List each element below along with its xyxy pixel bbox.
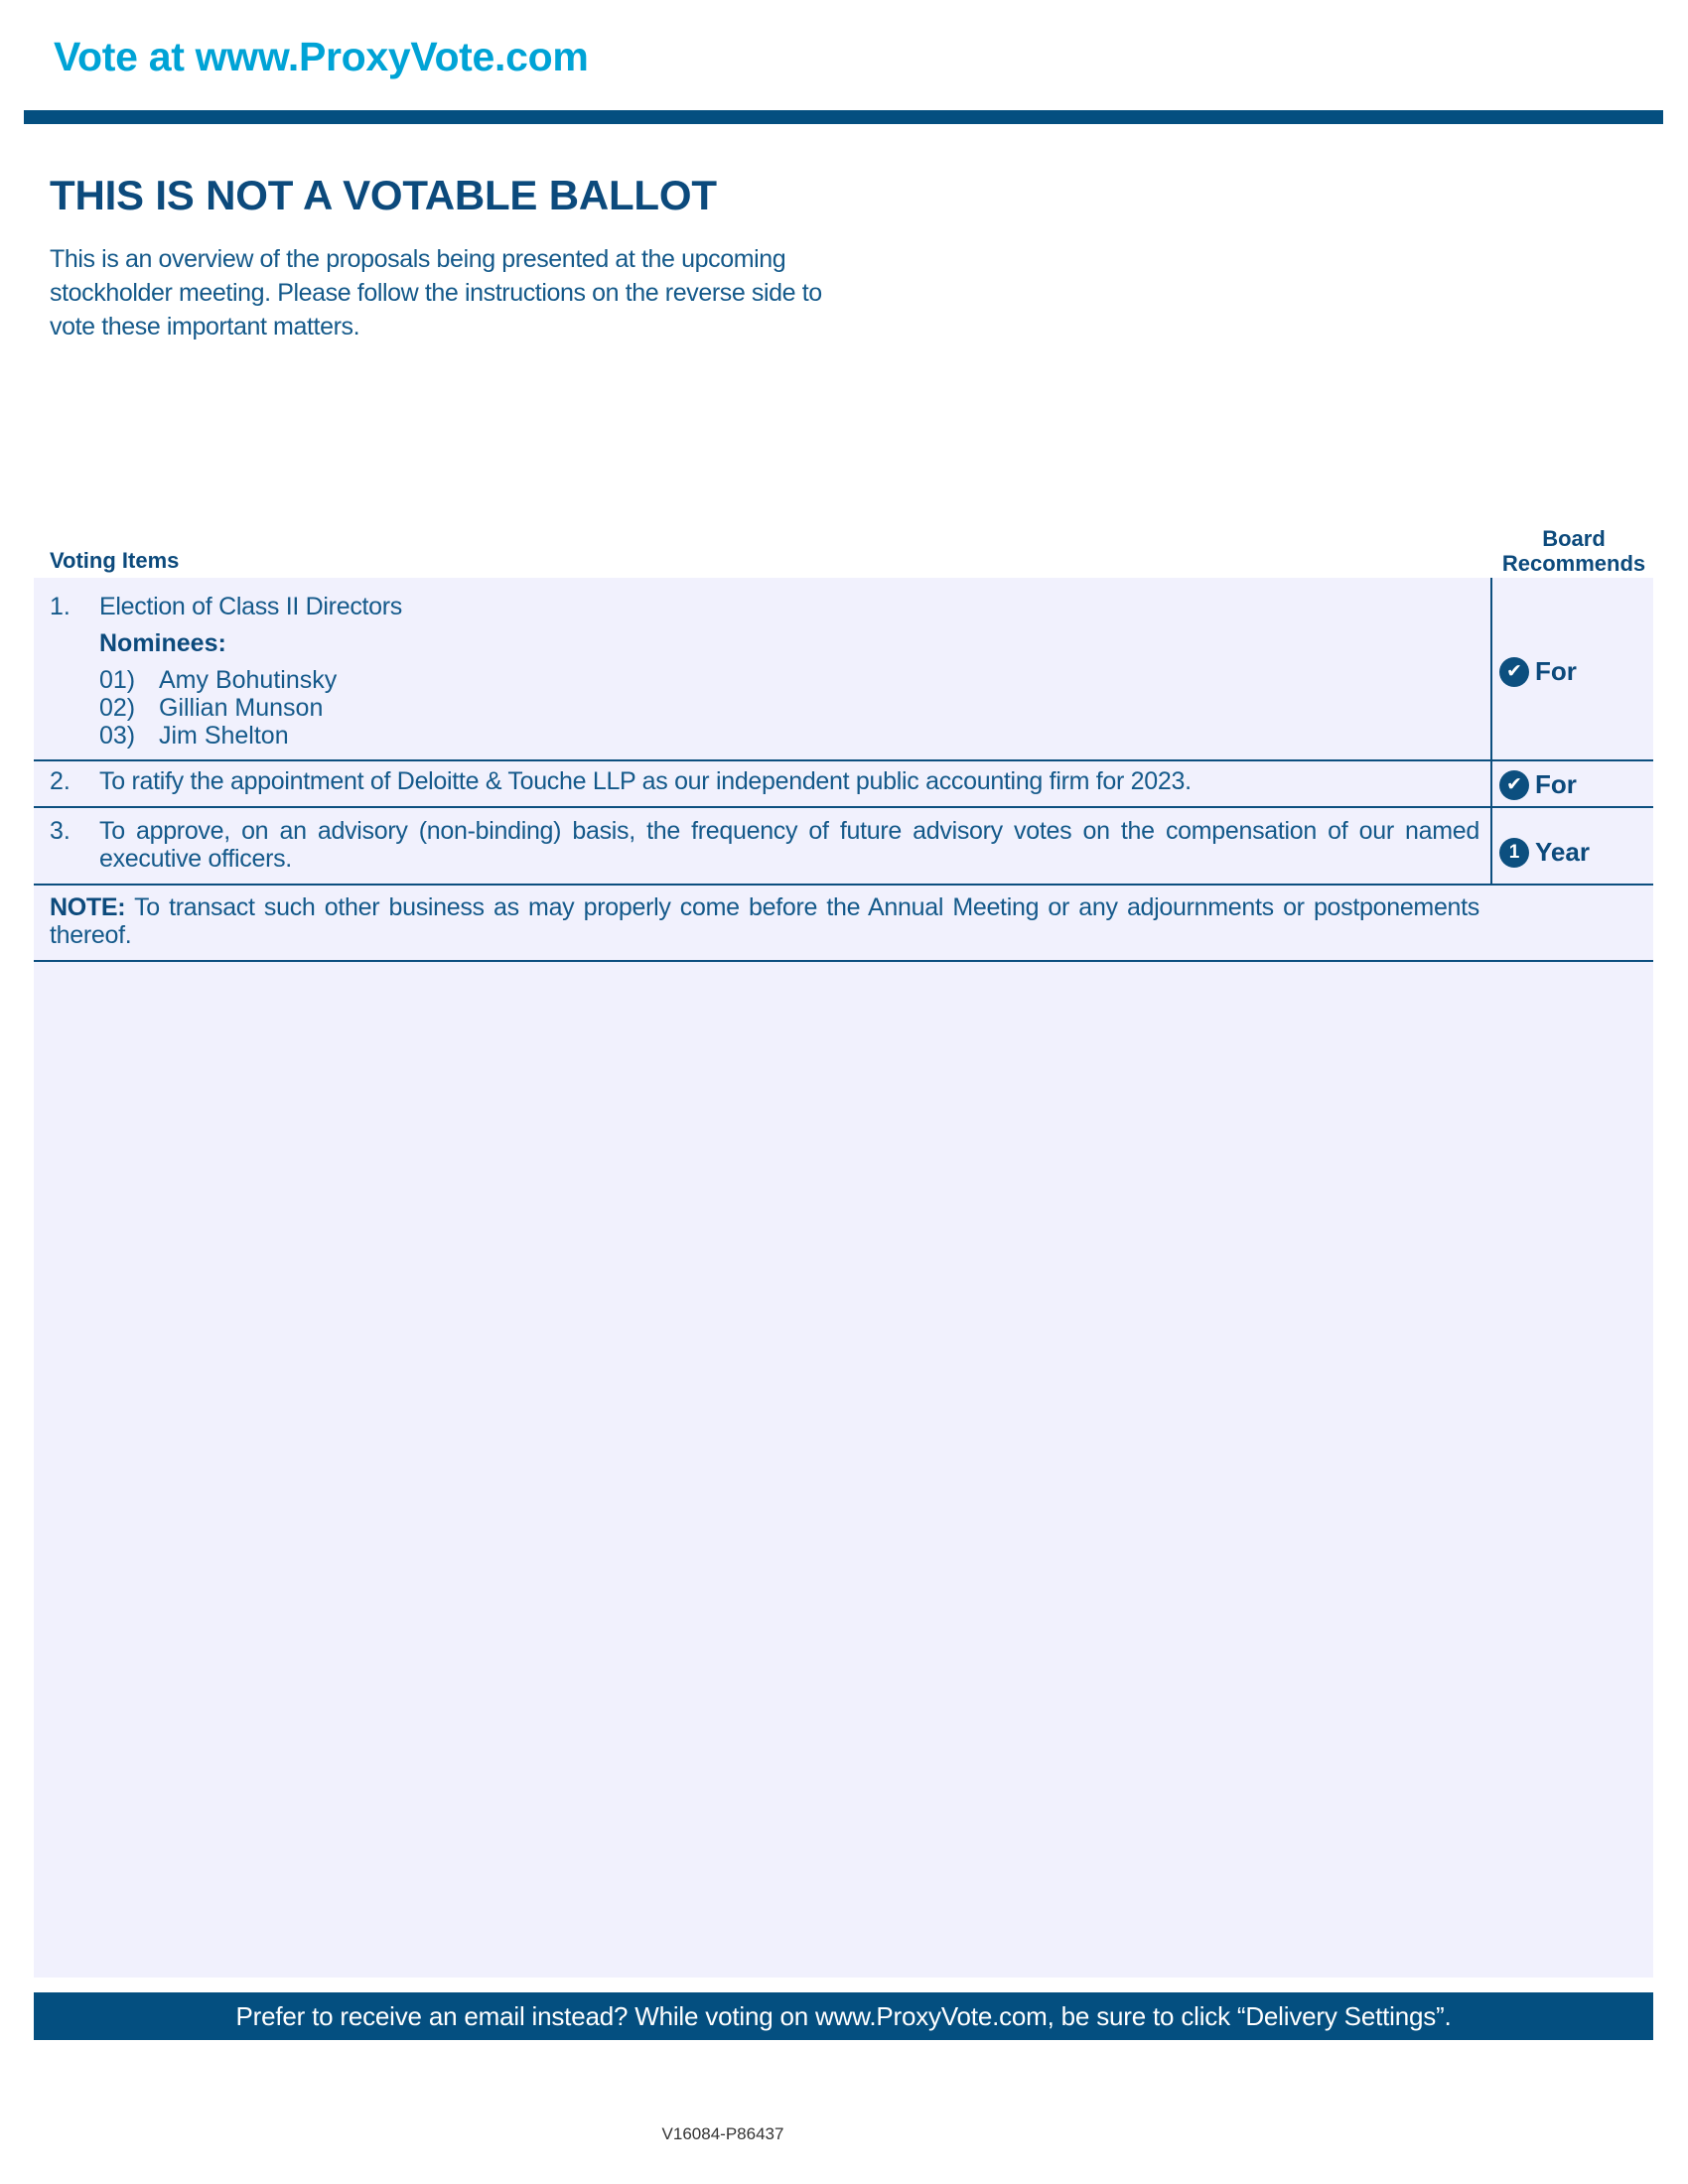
email-delivery-banner: Prefer to receive an email instead? While voting on www.ProxyVote.com, be sure to click “Delivery Settings”. xyxy=(34,1992,1653,2040)
item-text: Election of Class II Directors xyxy=(99,593,402,620)
item-text: To ratify the appointment of Deloitte & Touche LLP as our independent public accounting firm for 2023. xyxy=(99,767,1192,795)
row-divider xyxy=(34,759,1653,761)
nominee-row xyxy=(99,666,337,694)
board-recommends-line2: Recommends xyxy=(1501,551,1646,576)
nominee-name: Jim Shelton xyxy=(159,722,289,750)
check-circle-icon: ✔ xyxy=(1499,770,1529,800)
note-body: To transact such other business as may properly come before the Annual Meeting or any adjournments or postponements thereof. xyxy=(50,893,1479,949)
nominee-name: Gillian Munson xyxy=(159,694,324,722)
number-one-circle-icon: 1 xyxy=(1499,838,1529,868)
check-circle-icon: ✔ xyxy=(1499,657,1529,687)
recommendation-label: For xyxy=(1535,656,1577,686)
item-number: 2. xyxy=(50,767,70,795)
document-code: V16084-P86437 xyxy=(661,2124,784,2143)
board-recommends-header xyxy=(1491,526,1656,576)
board-recommends-line1: Board xyxy=(1542,526,1606,551)
recommendation-label: Year xyxy=(1535,837,1590,867)
item-text: To approve, on an advisory (non-binding) basis, the frequency of future advisory votes on the compensation of our named executive officers. xyxy=(99,817,1479,873)
recommendation-label: For xyxy=(1535,769,1577,799)
nominee-number: 01) xyxy=(99,666,136,694)
header-divider-bar xyxy=(24,110,1663,124)
nominee-number: 02) xyxy=(99,694,136,722)
nominee-row xyxy=(99,694,323,722)
intro-paragraph: This is an overview of the proposals being presented at the upcoming stockholder meeting. Please follow the instructions on the reverse side to vote these important matters. xyxy=(50,245,822,341)
item-number: 3. xyxy=(50,817,70,845)
row-divider xyxy=(34,806,1653,808)
recommendation-for xyxy=(1499,656,1577,687)
voting-items-header: Voting Items xyxy=(50,548,180,573)
nominee-row xyxy=(99,722,289,750)
column-divider xyxy=(1490,578,1492,886)
recommendation-for xyxy=(1499,769,1577,800)
recommendation-year xyxy=(1499,837,1590,868)
nominees-label: Nominees: xyxy=(99,629,226,657)
page-title: THIS IS NOT A VOTABLE BALLOT xyxy=(50,172,717,218)
row-divider xyxy=(34,960,1653,962)
nominee-number: 03) xyxy=(99,722,136,750)
row-divider xyxy=(34,884,1653,886)
nominee-name: Amy Bohutinsky xyxy=(159,666,338,694)
proxyvote-link[interactable]: Vote at www.ProxyVote.com xyxy=(54,34,589,79)
note-text xyxy=(50,893,1479,949)
note-label: NOTE: xyxy=(50,893,126,921)
item-number: 1. xyxy=(50,593,70,620)
